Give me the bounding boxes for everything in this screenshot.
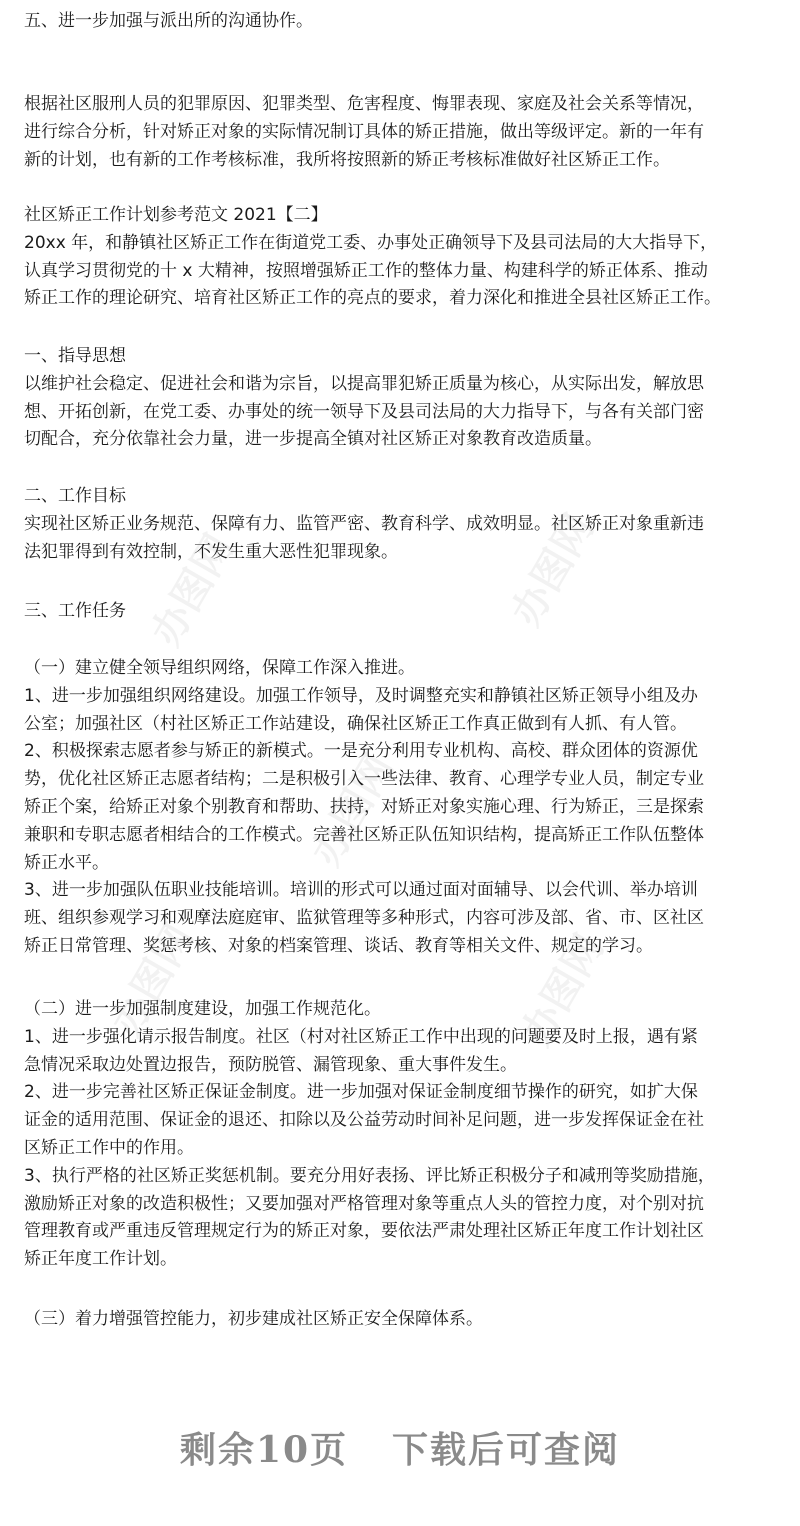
text-line: 3、执行严格的社区矫正奖惩机制。要充分用好表扬、评比矫正积极分子和减刑等奖励措施， bbox=[24, 1165, 715, 1186]
text-line: 20xx 年，和静镇社区矫正工作在街道党工委、办事处正确领导下及县司法局的大大指导下， bbox=[24, 232, 718, 253]
text-line: 进行综合分析，针对矫正对象的实际情况制订具体的矫正措施，做出等级评定。新的一年有 bbox=[24, 121, 704, 142]
paragraph-work-goal bbox=[24, 483, 784, 566]
download-to-view-label[interactable]: 下载后可查阅 bbox=[392, 1429, 621, 1471]
text-line: 认真学习贯彻党的十 x 大精神，按照增强矫正工作的整体力量、构建科学的矫正体系、推动 bbox=[24, 260, 708, 281]
heading-work-tasks bbox=[24, 598, 784, 626]
text-line: 一、指导思想 bbox=[24, 346, 126, 366]
text-line: 3、进一步加强队伍职业技能培训。培训的形式可以通过面对面辅导、以会代训、举办培训 bbox=[24, 880, 698, 901]
paragraph-task-three bbox=[24, 1306, 784, 1334]
text-line: 证金的适用范围、保证金的退还、扣除以及公益劳动时间补足问题，进一步发挥保证金在社 bbox=[24, 1110, 704, 1131]
text-line: 势，优化社区矫正志愿者结构；二是积极引入一些法律、教育、心理学专业人员，制定专业 bbox=[24, 769, 704, 790]
text-line: 社区矫正工作计划参考范文 2021【二】 bbox=[24, 205, 328, 225]
watermark: 办图网 bbox=[143, 526, 243, 654]
text-line: 2、进一步完善社区矫正保证金制度。进一步加强对保证金制度细节操作的研究，如扩大保 bbox=[24, 1082, 698, 1103]
watermark: 办图网 bbox=[303, 746, 403, 874]
text-line: 兼职和专职志愿者相结合的工作模式。完善社区矫正队伍知识结构，提高矫正工作队伍整体 bbox=[24, 824, 704, 845]
text-line: 急情况采取边处置边报告，预防脱管、漏管现象、重大事件发生。 bbox=[24, 1054, 517, 1075]
text-line: 想、开拓创新，在党工委、办事处的统一领导下及县司法局的大力指导下，与各有关部门密 bbox=[24, 401, 704, 422]
text-line: （一）建立健全领导组织网络，保障工作深入推进。 bbox=[24, 658, 415, 678]
paragraph-sample-two-intro bbox=[24, 202, 784, 313]
text-line: 法犯罪得到有效控制，不发生重大恶性犯罪现象。 bbox=[24, 541, 398, 562]
watermark: 办图网 bbox=[503, 506, 603, 634]
text-line: 三、工作任务 bbox=[24, 601, 126, 621]
text-line: 矫正水平。 bbox=[24, 852, 109, 873]
paragraph-guiding-thought bbox=[24, 343, 784, 454]
remaining-pages-label: 剩余10页 bbox=[179, 1429, 349, 1471]
text-line: 激励矫正对象的改造积极性；又要加强对严格管理对象等重点人头的管控力度，对个别对抗 bbox=[24, 1193, 704, 1214]
text-line: 公室；加强社区（村社区矫正工作站建设，确保社区矫正工作真正做到有人抓、有人管。 bbox=[24, 713, 687, 734]
text-line: 2、积极探索志愿者参与矫正的新模式。一是充分利用专业机构、高校、群众团体的资源优 bbox=[24, 741, 698, 762]
paragraph-task-two bbox=[24, 996, 784, 1274]
text-line: 矫正工作的理论研究、培育社区矫正工作的亮点的要求，着力深化和推进全县社区矫正工作。 bbox=[24, 288, 721, 309]
text-line: 矫正个案，给矫正对象个别教育和帮助、扶持，对矫正对象实施心理、行为矫正，三是探索 bbox=[24, 796, 704, 817]
text-line: 管理教育或严重违反管理规定行为的矫正对象，要依法严肃处理社区矫正年度工作计划社区 bbox=[24, 1221, 704, 1242]
text-line: （三）着力增强管控能力，初步建成社区矫正安全保障体系。 bbox=[24, 1309, 483, 1329]
paragraph-section-five bbox=[24, 8, 784, 36]
text-line: 矫正日常管理、奖惩考核、对象的档案管理、谈话、教育等相关文件、规定的学习。 bbox=[24, 935, 653, 956]
text-line: 切配合，充分依靠社会力量，进一步提高全镇对社区矫正对象教育改造质量。 bbox=[24, 429, 602, 450]
text-line: 新的计划，也有新的工作考核标准，我所将按照新的矫正考核标准做好社区矫正工作。 bbox=[24, 149, 670, 170]
text-line: 矫正年度工作计划。 bbox=[24, 1249, 177, 1270]
text-line: （二）进一步加强制度建设，加强工作规范化。 bbox=[24, 999, 381, 1019]
text-line: 区矫正工作中的作用。 bbox=[24, 1137, 194, 1158]
paragraph-assessment bbox=[24, 91, 784, 174]
text-line: 根据社区服刑人员的犯罪原因、犯罪类型、危害程度、悔罪表现、家庭及社会关系等情况， bbox=[24, 94, 704, 114]
download-prompt[interactable] bbox=[0, 1422, 800, 1473]
text-line: 五、进一步加强与派出所的沟通协作。 bbox=[24, 11, 313, 31]
watermark: 办图网 bbox=[103, 916, 203, 1044]
paragraph-task-one bbox=[24, 655, 784, 961]
text-line: 1、进一步加强组织网络建设。加强工作领导，及时调整充实和静镇社区矫正领导小组及办 bbox=[24, 685, 698, 706]
text-line: 1、进一步强化请示报告制度。社区（村对社区矫正工作中出现的问题要及时上报，遇有紧 bbox=[24, 1026, 698, 1047]
text-line: 二、工作目标 bbox=[24, 486, 126, 506]
text-line: 班、组织参观学习和观摩法庭庭审、监狱管理等多种形式，内容可涉及部、省、市、区社区 bbox=[24, 908, 704, 929]
text-line: 实现社区矫正业务规范、保障有力、监管严密、教育科学、成效明显。社区矫正对象重新违 bbox=[24, 513, 704, 534]
text-line: 以维护社会稳定、促进社会和谐为宗旨，以提高罪犯矫正质量为核心，从实际出发，解放思 bbox=[24, 373, 704, 394]
watermark: 办图网 bbox=[513, 926, 613, 1054]
